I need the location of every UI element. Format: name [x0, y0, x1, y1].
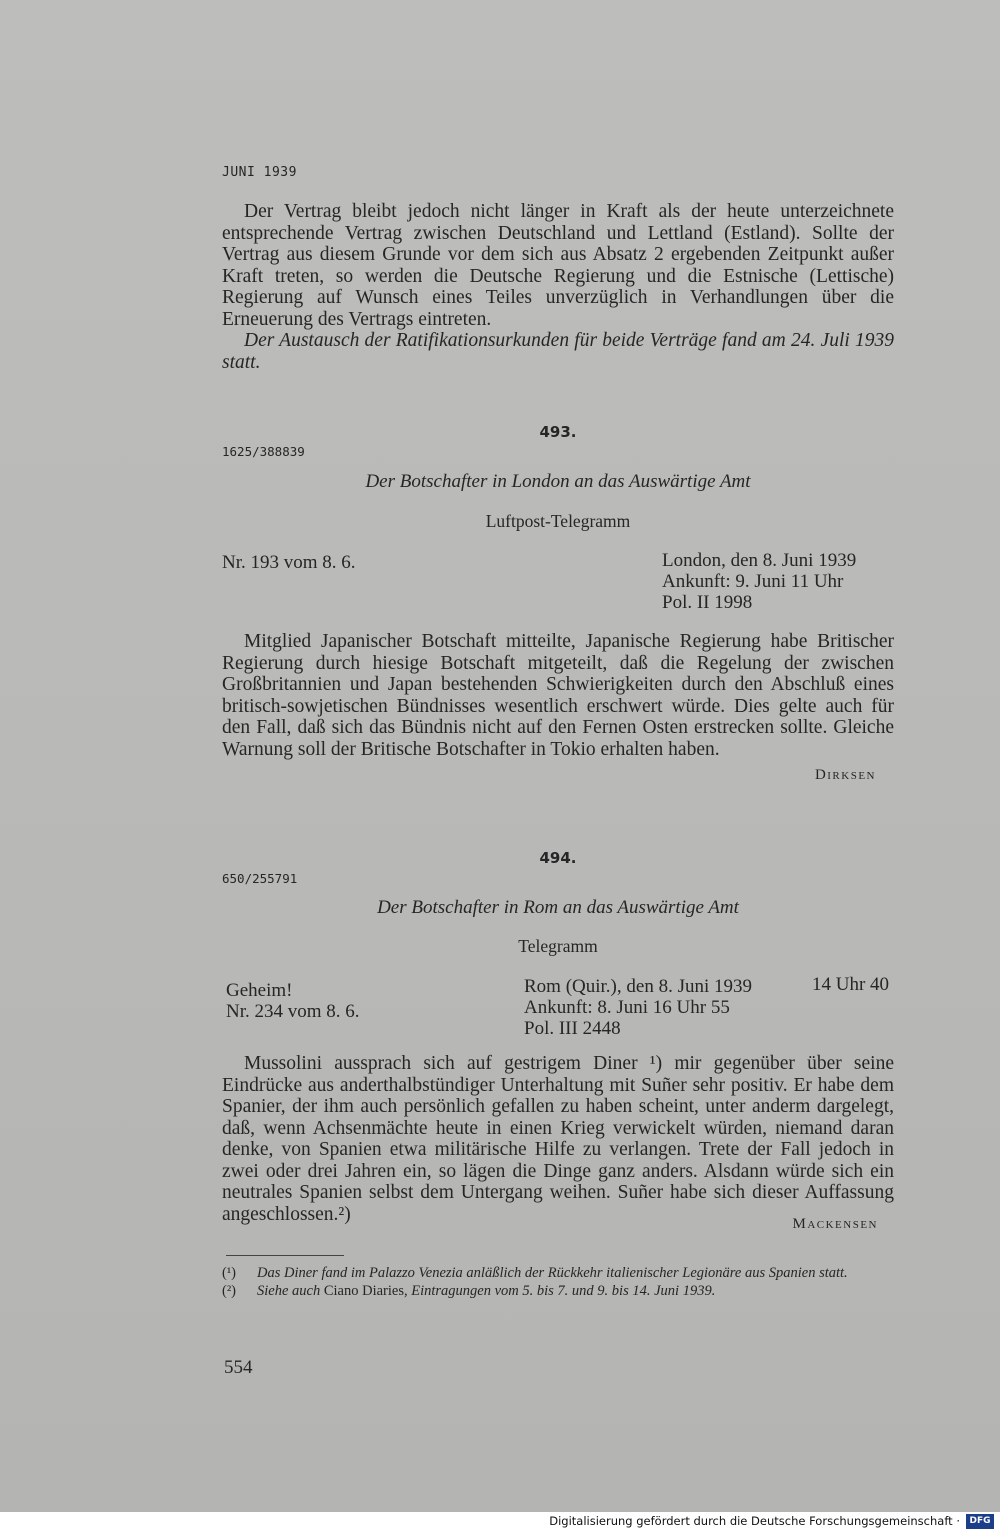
doc493-body-text: Mitglied Japanischer Botschaft mitteilte, Japanische Regierung habe Britischer Regierung durch hiesige Botschaft mitgeteilt, daß die Regelung der zwischen Großbritannien und Japan bestehenden Schwierigkeiten durch den Abschluß eines britisch-sowjetischen Bündnisses wesentlich erschwert würde. Dies gelte auch für den Fall, daß sich das Bündnis nicht auf den Fernen Osten erstrecken sollte. Gleiche Warnung soll der Britische Botschafter in Tokio erhalten haben. [222, 631, 894, 760]
doc493-type: Luftpost-Telegramm [485, 511, 631, 531]
footnote-2-text-b: Ciano Diaries, [323, 1283, 408, 1299]
doc494-pol: Pol. III 2448 [524, 1018, 621, 1039]
footnote-2-mark: (²) [222, 1283, 237, 1299]
doc494-body [222, 1053, 894, 1225]
doc493-title: Der Botschafter in London an das Auswärtige Amt [365, 471, 751, 492]
page-number: 554 [224, 1357, 253, 1378]
intro-section [222, 201, 894, 373]
footnote-2-text-c: Eintragungen vom 5. bis 7. und 9. bis 14. Juni 1939. [411, 1283, 716, 1299]
doc494-ref: Nr. 234 vom 8. 6. [226, 1001, 360, 1022]
doc493-signature: Dirksen [814, 767, 876, 783]
doc494-secret: Geheim! [226, 980, 293, 1001]
footer-credit: Digitalisierung gefördert durch die Deutsche Forschungsgemeinschaft · [549, 1514, 960, 1528]
footnote-rule [226, 1255, 344, 1256]
footnote-2-text-a: Siehe auch [257, 1283, 321, 1299]
footnote-2 [222, 1283, 898, 1299]
footnote-1 [222, 1265, 898, 1281]
dfg-logo[interactable]: DFG [966, 1514, 994, 1529]
doc493-body [222, 631, 894, 760]
doc494-time: 14 Uhr 40 [812, 974, 890, 995]
intro-note: Der Austausch der Ratifikationsurkunden für beide Verträge fand am 24. Juli 1939 statt. [222, 330, 894, 373]
footer-bar [0, 1512, 1000, 1533]
doc493-number: 493. [539, 423, 577, 441]
doc493-place-date: London, den 8. Juni 1939 [662, 550, 857, 571]
doc494-left-meta [226, 980, 360, 1022]
doc494-archive: 650/255791 [222, 871, 298, 886]
doc494-body-text: Mussolini aussprach sich auf gestrigem Diner ¹) mir gegenüber über seine Eindrücke aus anderthalbstündiger Unterhaltung mit Suñer sehr positiv. Er habe dem Spanier, der ihm auch persönlich gefallen zu haben scheint, unter anderm dargelegt, daß, wenn Achsenmächte heute in einen Krieg verwickelt würden, niemand daran denke, von Spanien etwa militärische Hilfe zu verlangen. Trete der Fall jedoch in zwei oder drei Jahren ein, so lägen die Dinge ganz anders. Alsdann würde sich ein neutrales Spanien selbst dem Untergang weihen. Suñer habe sich dieser Auffassung angeschlossen.²) [222, 1053, 894, 1225]
footnotes [222, 1265, 898, 1299]
doc493-dateline [662, 550, 902, 613]
doc494-number: 494. [539, 849, 577, 867]
footnote-1-text: Das Diner fand im Palazzo Venezia anläßlich der Rückkehr italienischer Legionäre aus Spanien statt. [257, 1265, 848, 1281]
doc493-ref: Nr. 193 vom 8. 6. [222, 552, 356, 573]
doc494-title: Der Botschafter in Rom an das Auswärtige Amt [377, 897, 739, 918]
doc494-arrival: Ankunft: 8. Juni 16 Uhr 55 [524, 997, 730, 1018]
doc494-type: Telegramm [518, 936, 598, 956]
doc493-arrival: Ankunft: 9. Juni 11 Uhr [662, 571, 844, 592]
running-head: JUNI 1939 [222, 165, 297, 180]
doc494-place-date: Rom (Quir.), den 8. Juni 1939 [524, 976, 752, 997]
doc494-signature: Mackensen [792, 1216, 878, 1232]
footnote-1-mark: (¹) [222, 1265, 237, 1281]
doc493-archive: 1625/388839 [222, 444, 305, 459]
doc493-pol: Pol. II 1998 [662, 592, 753, 613]
intro-paragraph: Der Vertrag bleibt jedoch nicht länger in Kraft als der heute unterzeichnete entsprechende Vertrag zwischen Deutschland und Lettland (Estland). Sollte der Vertrag aus diesem Grunde vor dem sich aus Absatz 2 ergebenden Zeitpunkt außer Kraft treten, so werden die Deutsche Regierung und die Estnische (Lettische) Regierung auf Wunsch eines Teiles unverzüglich in Verhandlungen über die Erneuerung des Vertrags eintreten. [222, 201, 894, 330]
doc494-dateline [524, 976, 814, 1039]
